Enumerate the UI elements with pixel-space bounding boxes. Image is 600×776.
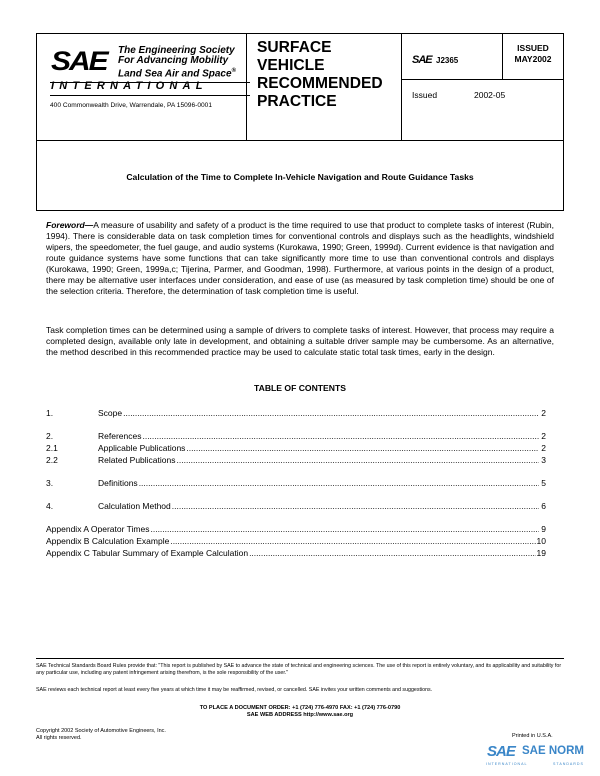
toc-entry[interactable]: 2.2 Related Publications ..... 3 bbox=[46, 455, 546, 466]
toc-entry[interactable]: Appendix B Calculation Example ..... 10 bbox=[46, 536, 546, 547]
toc-title: TABLE OF CONTENTS bbox=[254, 383, 346, 393]
foreword-lead: Foreword— bbox=[46, 220, 94, 230]
foreword-text: A measure of usability and safety of a product is the time required to use that product to complete tasks of interest (Rubin, 1994). There is considerable data on task completion times for conventional controls and displays such as the headlights, windshield wipers, the speedometer, the fuel gauge, and audio systems (Kurokawa, 1990; Green, 1999d). Current evidence is that navigation and route guidance systems have some functions that can take significantly more time to use than conventional controls and displays (Kurokawa, 1990; Green, 1999a,c; Tijerina, Parmer, and Goodman, 1998). Furthermore, at various points in the design of a product, there may be alternative user interfaces under consideration, and ease of use (as measured by task completion time) should be one of the selection criteria. Therefore, the determination of task completion time is useful. bbox=[46, 220, 554, 296]
issued-date: 2002-05 bbox=[474, 90, 506, 100]
divider bbox=[246, 34, 247, 140]
toc-entry[interactable]: Appendix A Operator Times ..... 9 bbox=[46, 524, 546, 535]
toc-entry[interactable]: 2. References ..... 2 bbox=[46, 431, 546, 442]
standards-rules-text: SAE Technical Standards Board Rules provide that: "This report is published by SAE to advance the state of technical and engineering sciences. The use of this report is entirely voluntary, and its applicability and suitability for any particular use, including any patent infringement arising therefrom, is the sole responsibility of the user." bbox=[36, 663, 562, 676]
footer-divider bbox=[36, 658, 564, 659]
doc-logo: SAE bbox=[412, 54, 432, 66]
toc-entry[interactable]: Appendix C Tabular Summary of Example Calculation ..... 19 bbox=[46, 548, 546, 559]
toc-entry[interactable]: 3. Definitions ..... 5 bbox=[46, 478, 546, 489]
divider bbox=[401, 34, 402, 140]
sae-norm-logo-icon: SAE bbox=[487, 743, 515, 760]
foreword-paragraph bbox=[46, 220, 554, 297]
international-label: INTERNATIONAL bbox=[51, 80, 208, 92]
sae-norm-text: SAE NORM bbox=[522, 745, 584, 757]
issued-box: ISSUED MAY2002 bbox=[514, 43, 552, 64]
header-box bbox=[36, 33, 564, 141]
printed-in: Printed in U.S.A. bbox=[512, 733, 553, 739]
norm-sub-international: INTERNATIONAL bbox=[486, 762, 528, 766]
address: 400 Commonwealth Drive, Warrendale, PA 15096-0001 bbox=[50, 102, 212, 109]
copyright: Copyright 2002 Society of Automotive Engineers, Inc. All rights reserved. bbox=[36, 728, 166, 741]
document-type: SURFACE VEHICLE RECOMMENDED PRACTICE bbox=[257, 39, 383, 110]
toc-entry[interactable]: 1. Scope ..... 2 bbox=[46, 408, 546, 419]
society-tagline: The Engineering Society For Advancing Mobility Land Sea Air and Space® bbox=[118, 45, 236, 80]
task-paragraph: Task completion times can be determined using a sample of drivers to complete tasks of interest. However, that process may require a completed design, available only late in development, and obtaining a suitable driver sample may be cumbersome. As an alternative, the method described in this recommended practice may be used to calculate static total task times, early in the design. bbox=[46, 325, 554, 357]
norm-sub-standards: STANDARDS bbox=[553, 762, 584, 766]
divider bbox=[401, 79, 563, 80]
review-text: SAE reviews each technical report at least every five years at which time it may be reaffirmed, revised, or cancelled. SAE invites your written comments and suggestions. bbox=[36, 687, 433, 693]
document-title: Calculation of the Time to Complete In-Vehicle Navigation and Route Guidance Tasks bbox=[126, 172, 474, 182]
order-line: TO PLACE A DOCUMENT ORDER: +1 (724) 776-4970 FAX: +1 (724) 776-0790 bbox=[199, 705, 401, 711]
toc-entry[interactable]: 2.1 Applicable Publications ..... 2 bbox=[46, 443, 546, 454]
web-address: SAE WEB ADDRESS http://www.sae.org bbox=[246, 712, 354, 718]
title-box bbox=[36, 141, 564, 211]
doc-number: J2365 bbox=[436, 56, 459, 65]
toc-entry[interactable]: 4. Calculation Method ..... 6 bbox=[46, 501, 546, 512]
divider bbox=[50, 95, 250, 96]
issued-label: Issued bbox=[412, 90, 438, 100]
sae-logo: SAE bbox=[51, 46, 107, 77]
divider bbox=[502, 34, 503, 79]
